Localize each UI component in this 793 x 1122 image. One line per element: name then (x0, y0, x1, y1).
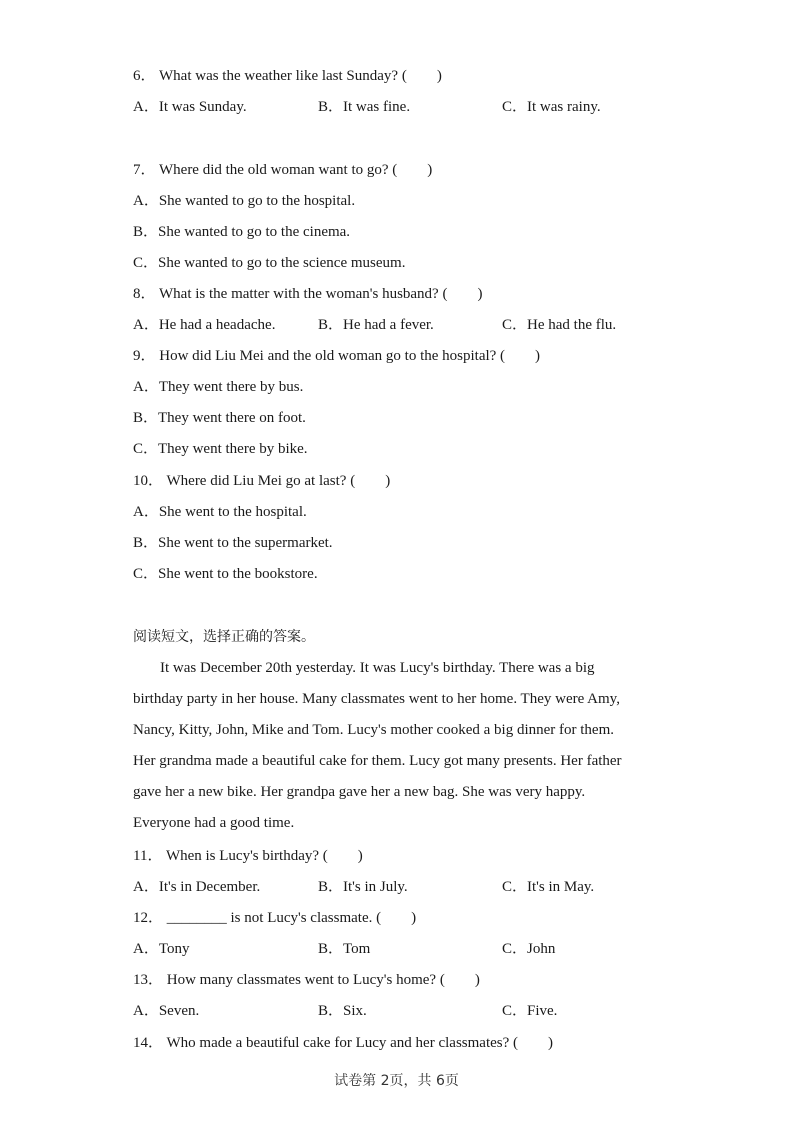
option-label: C． (502, 941, 528, 957)
option-a[interactable] (133, 191, 355, 211)
question-number: 8． (133, 286, 156, 302)
option-label: C． (502, 879, 528, 895)
option-text: It was Sunday. (158, 99, 247, 115)
paren-close: ) (427, 162, 433, 178)
option-a[interactable] (133, 377, 303, 397)
passage-line: It was December 20th yesterday. It was Lucy's birthday. There was a big (160, 660, 595, 676)
question-text: What was the weather like last Sunday? ( (159, 68, 407, 84)
question-13 (133, 970, 480, 990)
question-number: 13． (133, 972, 164, 988)
option-b[interactable] (318, 315, 434, 335)
page-footer: 试卷第 2页，共 6页 (334, 1073, 459, 1089)
option-label: C． (133, 441, 159, 457)
option-a[interactable] (133, 97, 247, 117)
option-text: Seven. (158, 1003, 200, 1019)
question-text: What is the matter with the woman's husband? ( (159, 286, 448, 302)
passage-line: birthday party in her house. Many classmates went to her home. They were Amy, (133, 691, 620, 707)
question-12 (133, 908, 416, 928)
option-text: He had a headache. (158, 317, 276, 333)
option-text: John (527, 941, 556, 957)
question-11 (133, 846, 363, 866)
option-label: B． (318, 1003, 344, 1019)
option-b[interactable] (318, 97, 410, 117)
paren-close: ) (535, 348, 541, 364)
option-text: They went there by bike. (158, 441, 308, 457)
option-label: A． (133, 879, 159, 895)
question-number: 10． (133, 473, 164, 489)
option-text: He had the flu. (527, 317, 617, 333)
option-label: B． (318, 879, 344, 895)
option-text: It's in May. (527, 879, 595, 895)
option-a[interactable] (133, 315, 275, 335)
option-b[interactable] (133, 408, 306, 428)
option-text: Tony (158, 941, 190, 957)
option-b[interactable] (133, 533, 333, 553)
question-text: How many classmates went to Lucy's home? ( (166, 972, 445, 988)
option-c[interactable] (502, 939, 555, 959)
option-text: Five. (527, 1003, 558, 1019)
question-text: Where did the old woman want to go? ( (159, 162, 398, 178)
option-label: B． (133, 535, 159, 551)
question-text: Who made a beautiful cake for Lucy and her classmates? ( (166, 1035, 519, 1051)
option-text: She wanted to go to the science museum. (158, 255, 406, 271)
option-label: A． (133, 941, 159, 957)
option-c[interactable] (133, 439, 308, 459)
option-text: It's in July. (343, 879, 408, 895)
section-instruction: 阅读短文，选择正确的答案。 (133, 629, 315, 645)
option-c[interactable] (502, 1001, 557, 1021)
option-label: C． (133, 255, 159, 271)
option-b[interactable] (318, 1001, 367, 1021)
question-number: 9． (133, 348, 156, 364)
question-number: 12． (133, 910, 164, 926)
option-b[interactable] (318, 877, 408, 897)
option-label: C． (502, 99, 528, 115)
option-text: It was fine. (343, 99, 411, 115)
option-text: It was rainy. (527, 99, 601, 115)
question-number: 11． (133, 848, 163, 864)
option-c[interactable] (502, 97, 601, 117)
option-b[interactable] (133, 222, 350, 242)
option-a[interactable] (133, 939, 189, 959)
option-text: Six. (343, 1003, 367, 1019)
option-label: A． (133, 193, 159, 209)
option-a[interactable] (133, 877, 260, 897)
option-label: A． (133, 504, 159, 520)
option-label: B． (133, 410, 159, 426)
paren-close: ) (548, 1035, 554, 1051)
option-text: Tom (343, 941, 371, 957)
option-text: They went there by bus. (158, 379, 304, 395)
option-c[interactable] (133, 253, 405, 273)
option-text: She went to the supermarket. (158, 535, 333, 551)
option-c[interactable] (502, 315, 616, 335)
option-label: A． (133, 99, 159, 115)
option-label: B． (318, 941, 344, 957)
question-number: 14． (133, 1035, 164, 1051)
option-label: B． (318, 99, 344, 115)
question-text: How did Liu Mei and the old woman go to the hospital? ( (159, 348, 506, 364)
reading-passage (133, 653, 663, 839)
option-label: C． (502, 1003, 528, 1019)
question-8 (133, 284, 482, 304)
passage-line: Everyone had a good time. (133, 815, 295, 831)
option-label: C． (133, 566, 159, 582)
question-number: 6． (133, 68, 156, 84)
question-text: Where did Liu Mei go at last? ( (166, 473, 356, 489)
question-6 (133, 66, 442, 86)
question-number: 7． (133, 162, 156, 178)
option-c[interactable] (502, 877, 594, 897)
paren-close: ) (357, 848, 363, 864)
option-label: B． (133, 224, 159, 240)
question-text: ________ is not Lucy's classmate. ( (166, 910, 382, 926)
question-text: When is Lucy's birthday? ( (165, 848, 328, 864)
paren-close: ) (474, 972, 480, 988)
passage-line: Nancy, Kitty, John, Mike and Tom. Lucy's mother cooked a big dinner for them. (133, 722, 614, 738)
question-10 (133, 471, 390, 491)
paren-close: ) (411, 910, 417, 926)
passage-line: Her grandma made a beautiful cake for them. Lucy got many presents. Her father (133, 753, 622, 769)
option-text: It's in December. (158, 879, 261, 895)
option-a[interactable] (133, 1001, 199, 1021)
option-label: B． (318, 317, 344, 333)
question-7 (133, 160, 432, 180)
option-text: He had a fever. (343, 317, 434, 333)
paren-close: ) (385, 473, 391, 489)
option-label: A． (133, 1003, 159, 1019)
option-label: A． (133, 317, 159, 333)
option-text: She wanted to go to the cinema. (158, 224, 351, 240)
option-label: A． (133, 379, 159, 395)
option-text: She wanted to go to the hospital. (158, 193, 356, 209)
option-c[interactable] (133, 564, 318, 584)
option-b[interactable] (318, 939, 370, 959)
paren-close: ) (477, 286, 483, 302)
paren-close: ) (436, 68, 442, 84)
option-text: She went to the bookstore. (158, 566, 318, 582)
option-label: C． (502, 317, 528, 333)
passage-line: gave her a new bike. Her grandpa gave her a new bag. She was very happy. (133, 784, 586, 800)
question-14 (133, 1033, 553, 1053)
question-9 (133, 346, 540, 366)
option-a[interactable] (133, 502, 307, 522)
option-text: They went there on foot. (158, 410, 306, 426)
option-text: She went to the hospital. (158, 504, 307, 520)
